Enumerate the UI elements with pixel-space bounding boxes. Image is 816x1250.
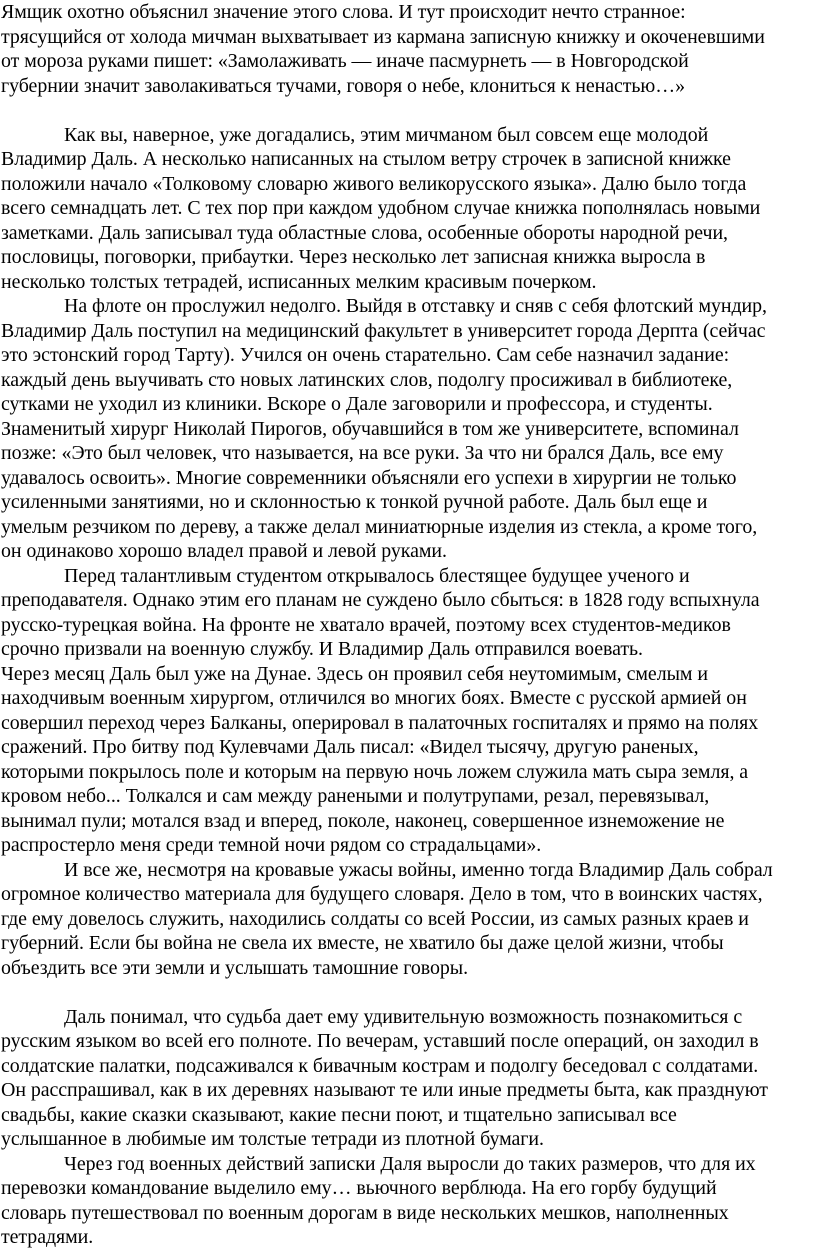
paragraph-first-line: Перед талантливым студентом открывалось блестящее будущее ученого и <box>64 564 690 587</box>
text-line: объездить все эти земли и услышать тамошние говоры. <box>1 956 469 979</box>
text-line: Владимир Даль. А несколько написанных на стылом ветру строчек в записной книжке <box>1 148 731 170</box>
text-line: несколько толстых тетрадей, исписанных мелким красивым почерком. <box>1 270 597 293</box>
text-line: Ямщик охотно объяснил значение этого слова. И тут происходит нечто странное: <box>1 1 686 23</box>
text-line: Через месяц Даль был уже на Дунае. Здесь он проявил себя неутомимым, смелым и <box>1 662 708 685</box>
text-line: губерний. Если бы война не свела их вместе, не хватило бы даже целой жизни, чтобы <box>1 932 724 954</box>
text-line: сражений. Про битву под Кулевчами Даль писал: «Видел тысячу, другую раненых, <box>1 736 699 758</box>
text-line: распростерло меня среди темной ночи рядом со страдальцами». <box>1 834 542 856</box>
paragraph-first-line: Через год военных действий записки Даля выросли до таких размеров, что для их <box>64 1152 756 1175</box>
text-line: русским языком во всей его полноте. По вечерам, уставший после операций, он заходил в <box>1 1030 759 1052</box>
text-line: пословицы, поговорки, прибаутки. Через несколько лет записная книжка выросла в <box>1 246 706 268</box>
text-line: услышанное в любимые им толстые тетради из плотной бумаги. <box>1 1128 544 1150</box>
text-line: Владимир Даль поступил на медицинский факультет в университет города Дерпта (сейчас <box>1 319 766 342</box>
text-line: сутками не уходил из клиники. Вскоре о Дале заговорили и профессора, и студенты. <box>1 393 713 415</box>
text-line: от мороза руками пишет: «Замолаживать — иначе пасмурнеть — в Новгородской <box>1 50 689 72</box>
text-line: он одинаково хорошо владел правой и левой руками. <box>1 540 447 562</box>
text-line: всего семнадцать лет. С тех пор при каждом удобном случае книжка пополнялась новыми <box>1 197 761 219</box>
text-line: солдатские палатки, подсаживался к бивачным кострам и подолгу беседовал с солдатами. <box>1 1054 759 1077</box>
text-line: трясущийся от холода мичман выхватывает из кармана записную книжку и окоченевшими <box>1 25 765 48</box>
text-line: преподавателя. Однако этим его планам не суждено было сбыться: в 1828 году вспыхнула <box>1 589 760 611</box>
blank-line <box>1 98 813 123</box>
paragraph-first-line: Как вы, наверное, уже догадались, этим мичманом был совсем еще молодой <box>64 123 709 146</box>
text-line: усиленными занятиями, но и склонностью к тонкой ручной работе. Даль был еще и <box>1 491 708 513</box>
text-line: которыми покрылось поле и которым на первую ночь ложем служила мать сыра земля, а <box>1 760 749 783</box>
text-line: Знаменитый хирург Николай Пирогов, обучавшийся в том же университете, вспоминал <box>1 417 739 440</box>
text-line: удавалось освоить». Многие современники объясняли его успехи в хирургии не только <box>1 466 737 489</box>
text-line: позже: «Это был человек, что называется, на все руки. За что ни брался Даль, все ему <box>1 442 724 464</box>
paragraph-first-line: На флоте он прослужил недолго. Выйдя в отставку и сняв с себя флотский мундир, <box>64 295 767 317</box>
text-line: тетрадями. <box>1 1226 94 1248</box>
text-line: где ему довелось служить, находились солдаты со всей России, из самых разных краев и <box>1 907 749 930</box>
text-line: русско-турецкая война. На фронте не хватало врачей, поэтому всех студентов-медиков <box>1 613 731 636</box>
paragraph-first-line: Даль понимал, что судьба дает ему удивительную возможность познакомиться с <box>64 1005 743 1028</box>
text-line: каждый день выучивать сто новых латинских слов, подолгу просиживал в библиотеке, <box>1 368 733 391</box>
text-line: вынимал пули; мотался взад и вперед, поколе, наконец, совершенное изнеможение не <box>1 809 725 832</box>
paragraph-first-line: И все же, несмотря на кровавые ужасы войны, именно тогда Владимир Даль собрал <box>64 858 773 881</box>
text-line: срочно призвали на военную службу. И Владимир Даль отправился воевать. <box>1 638 643 660</box>
text-line: заметками. Даль записывал туда областные слова, особенные обороты народной речи, <box>1 221 728 244</box>
text-line: кровом небо... Толкался и сам между ранеными и полутрупами, резал, перевязывал, <box>1 785 710 807</box>
text-line: находчивым военным хирургом, отличился во многих боях. Вместе с русской армией он <box>1 687 747 709</box>
text-line: Он расспрашивал, как в их деревнях называют те или иные предметы быта, как празднуют <box>1 1079 768 1101</box>
blank-line <box>1 980 813 1005</box>
text-line: совершил переход через Балканы, оперировал в палаточных госпиталях и прямо на полях <box>1 711 759 734</box>
text-line: положили начало «Толковому словарю живого великорусского языка». Далю было тогда <box>1 172 747 195</box>
text-line: умелым резчиком по дереву, а также делал миниатюрные изделия из стекла, а кроме того, <box>1 515 758 538</box>
text-line: огромное количество материала для будущего словаря. Дело в том, что в воинских частях, <box>1 883 763 905</box>
text-line: губернии значит заволакиваться тучами, говоря о небе, клониться к ненастью…» <box>1 74 685 97</box>
text-line: перевозки командование выделило ему… вьючного верблюда. На его горбу будущий <box>1 1177 717 1199</box>
text-line: словарь путешествовал по военным дорогам в виде нескольких мешков, наполненных <box>1 1201 729 1224</box>
text-line: свадьбы, какие сказки сказывают, какие песни поют, и тщательно записывал все <box>1 1103 677 1126</box>
text-line: это эстонский город Тарту). Учился он очень старательно. Сам себе назначил задание: <box>1 344 730 366</box>
document-body <box>1 0 813 1250</box>
